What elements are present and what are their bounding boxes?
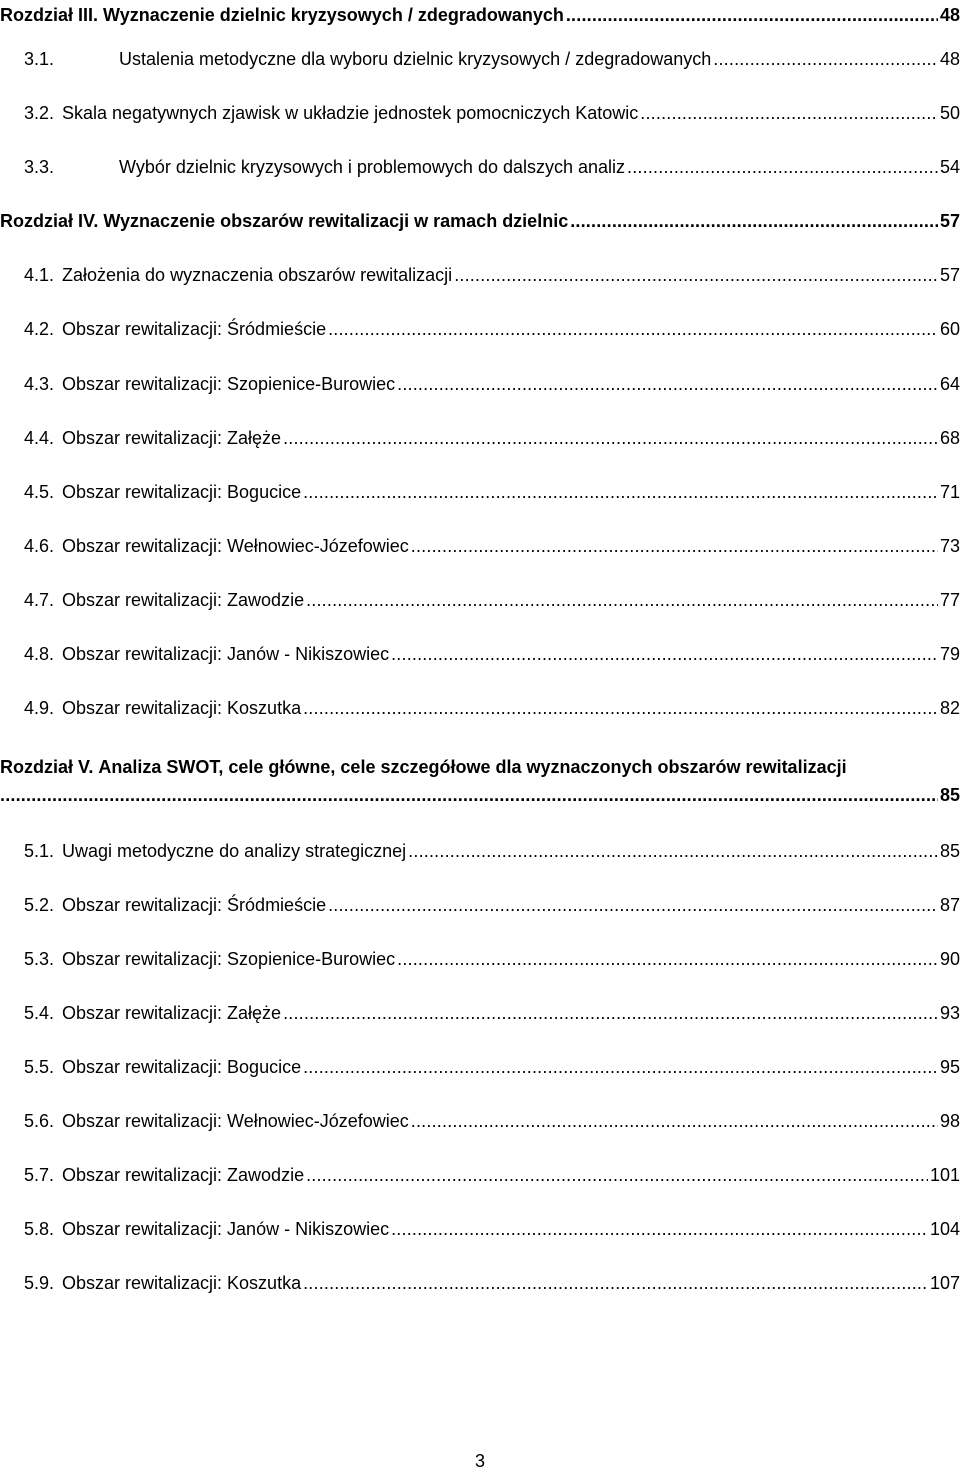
dot-leader — [283, 1002, 938, 1024]
toc-section-number: 5.3. — [24, 949, 55, 969]
toc-section-number: 5.2. — [24, 895, 55, 915]
toc-title: Obszar rewitalizacji: Bogucice — [62, 1057, 302, 1077]
toc-page-number: 57 — [939, 211, 960, 231]
dot-leader — [627, 156, 938, 178]
toc-title: Obszar rewitalizacji: Śródmieście — [62, 319, 327, 339]
toc-section-number: 5.6. — [24, 1111, 55, 1131]
toc-title: Obszar rewitalizacji: Janów - Nikiszowiec — [62, 644, 390, 664]
toc-section-number: 3.3. — [24, 157, 55, 177]
toc-page-number: 71 — [939, 482, 960, 502]
dot-leader — [303, 1056, 938, 1078]
toc-page-number: 90 — [939, 949, 960, 969]
toc-title: Analiza SWOT, cele główne, cele szczegółowe dla wyznaczonych obszarów rewitalizacji — [98, 757, 847, 777]
toc-entry-5-7[interactable] — [0, 1160, 960, 1192]
toc-page-number: 64 — [939, 374, 960, 394]
toc-entry-chapter-5[interactable] — [0, 752, 960, 810]
toc-entry-5-3[interactable] — [0, 944, 960, 976]
dot-leader — [640, 102, 938, 124]
toc-section-number: 5.4. — [24, 1003, 55, 1023]
dot-leader — [411, 535, 938, 557]
toc-page-number: 95 — [939, 1057, 960, 1077]
dot-leader — [391, 1218, 928, 1240]
toc-entry-4-4[interactable] — [0, 423, 960, 455]
toc-chapter-label: Rozdział IV. — [0, 211, 99, 231]
toc-page-number: 107 — [929, 1273, 960, 1293]
toc-entry-4-1[interactable] — [0, 260, 960, 292]
toc-section-number: 5.8. — [24, 1219, 55, 1239]
toc-title: Obszar rewitalizacji: Szopienice-Burowiec — [62, 374, 396, 394]
toc-section-number: 4.7. — [24, 590, 55, 610]
toc-page-number: 104 — [929, 1219, 960, 1239]
toc-title: Wyznaczenie obszarów rewitalizacji w ramach dzielnic — [103, 211, 569, 231]
toc-entry-5-1[interactable] — [0, 836, 960, 868]
toc-title: Skala negatywnych zjawisk w układzie jednostek pomocniczych Katowic — [62, 103, 639, 123]
dot-leader — [303, 697, 938, 719]
toc-entry-3-3[interactable] — [0, 152, 960, 184]
toc-page-number: 48 — [939, 5, 960, 25]
toc-entry-chapter-3[interactable] — [0, 0, 960, 32]
toc-page-number: 79 — [939, 644, 960, 664]
toc-title: Obszar rewitalizacji: Janów - Nikiszowiec — [62, 1219, 390, 1239]
toc-entry-5-4[interactable] — [0, 998, 960, 1030]
dot-leader — [283, 427, 938, 449]
toc-section-number: 4.1. — [24, 265, 55, 285]
dot-leader — [306, 1164, 928, 1186]
toc-entry-4-6[interactable] — [0, 531, 960, 563]
toc-page-number: 101 — [929, 1165, 960, 1185]
toc-page-number: 54 — [939, 157, 960, 177]
toc-title: Ustalenia metodyczne dla wyboru dzielnic kryzysowych / zdegradowanych — [119, 49, 712, 69]
toc-entry-5-9[interactable] — [0, 1268, 960, 1300]
toc-entry-5-6[interactable] — [0, 1106, 960, 1138]
dot-leader — [570, 210, 938, 232]
toc-section-number: 3.1. — [24, 49, 55, 69]
toc-title: Obszar rewitalizacji: Bogucice — [62, 482, 302, 502]
toc-section-number: 5.5. — [24, 1057, 55, 1077]
toc-title: Uwagi metodyczne do analizy strategicznej — [62, 841, 407, 861]
toc-title: Obszar rewitalizacji: Koszutka — [62, 1273, 302, 1293]
toc-page-number: 50 — [939, 103, 960, 123]
toc-entry-5-2[interactable] — [0, 890, 960, 922]
toc-page-number: 60 — [939, 319, 960, 339]
dot-leader — [411, 1110, 938, 1132]
toc-page-number: 82 — [939, 698, 960, 718]
dot-leader — [0, 784, 938, 806]
toc-title: Założenia do wyznaczenia obszarów rewitalizacji — [62, 265, 453, 285]
toc-page-number: 87 — [939, 895, 960, 915]
toc-page-number: 48 — [939, 49, 960, 69]
toc-entry-4-3[interactable] — [0, 369, 960, 401]
toc-title: Obszar rewitalizacji: Wełnowiec-Józefowiec — [62, 536, 409, 556]
toc-section-number: 5.7. — [24, 1165, 55, 1185]
toc-entry-5-5[interactable] — [0, 1052, 960, 1084]
toc-title: Obszar rewitalizacji: Załęże — [62, 1003, 282, 1023]
toc-title: Wyznaczenie dzielnic kryzysowych / zdegradowanych — [103, 5, 564, 25]
toc-page-number: 85 — [939, 785, 960, 805]
toc-title: Obszar rewitalizacji: Szopienice-Burowiec — [62, 949, 396, 969]
toc-page-number: 93 — [939, 1003, 960, 1023]
toc-page-number: 73 — [939, 536, 960, 556]
dot-leader — [397, 373, 938, 395]
toc-page-number: 57 — [939, 265, 960, 285]
toc-title: Obszar rewitalizacji: Wełnowiec-Józefowiec — [62, 1111, 409, 1131]
toc-section-number: 5.9. — [24, 1273, 55, 1293]
toc-section-number: 4.2. — [24, 319, 55, 339]
dot-leader — [306, 589, 938, 611]
toc-title: Obszar rewitalizacji: Zawodzie — [62, 590, 305, 610]
toc-page-number: 85 — [939, 841, 960, 861]
toc-entry-4-9[interactable] — [0, 693, 960, 725]
toc-section-number: 4.3. — [24, 374, 55, 394]
dot-leader — [391, 643, 938, 665]
dot-leader — [303, 481, 938, 503]
dot-leader — [713, 48, 938, 70]
dot-leader — [328, 894, 938, 916]
toc-title: Wybór dzielnic kryzysowych i problemowych do dalszych analiz — [119, 157, 626, 177]
dot-leader — [328, 318, 938, 340]
toc-chapter-label: Rozdział III. — [0, 5, 99, 25]
toc-entry-3-1[interactable] — [0, 44, 960, 76]
toc-entry-chapter-4[interactable] — [0, 206, 960, 238]
toc-section-number: 5.1. — [24, 841, 55, 861]
toc-entry-4-5[interactable] — [0, 477, 960, 509]
dot-leader — [454, 264, 938, 286]
toc-title: Obszar rewitalizacji: Koszutka — [62, 698, 302, 718]
toc-page-number: 68 — [939, 428, 960, 448]
toc-entry-3-2[interactable] — [0, 98, 960, 130]
page-number-footer: 3 — [474, 1451, 485, 1471]
toc-title: Obszar rewitalizacji: Załęże — [62, 428, 282, 448]
toc-title: Obszar rewitalizacji: Śródmieście — [62, 895, 327, 915]
toc-section-number: 3.2. — [24, 103, 55, 123]
toc-entry-4-7[interactable] — [0, 585, 960, 617]
dot-leader — [408, 840, 938, 862]
toc-chapter-label: Rozdział V. — [0, 757, 94, 777]
dot-leader — [303, 1272, 928, 1294]
toc-page-number: 98 — [939, 1111, 960, 1131]
toc-section-number: 4.9. — [24, 698, 55, 718]
toc-entry-4-8[interactable] — [0, 639, 960, 671]
toc-entry-4-2[interactable] — [0, 314, 960, 346]
toc-section-number: 4.8. — [24, 644, 55, 664]
toc-title: Obszar rewitalizacji: Zawodzie — [62, 1165, 305, 1185]
toc-section-number: 4.5. — [24, 482, 55, 502]
toc-section-number: 4.6. — [24, 536, 55, 556]
toc-entry-5-8[interactable] — [0, 1214, 960, 1246]
toc-page-number: 77 — [939, 590, 960, 610]
dot-leader — [566, 4, 938, 26]
dot-leader — [397, 948, 938, 970]
toc-section-number: 4.4. — [24, 428, 55, 448]
